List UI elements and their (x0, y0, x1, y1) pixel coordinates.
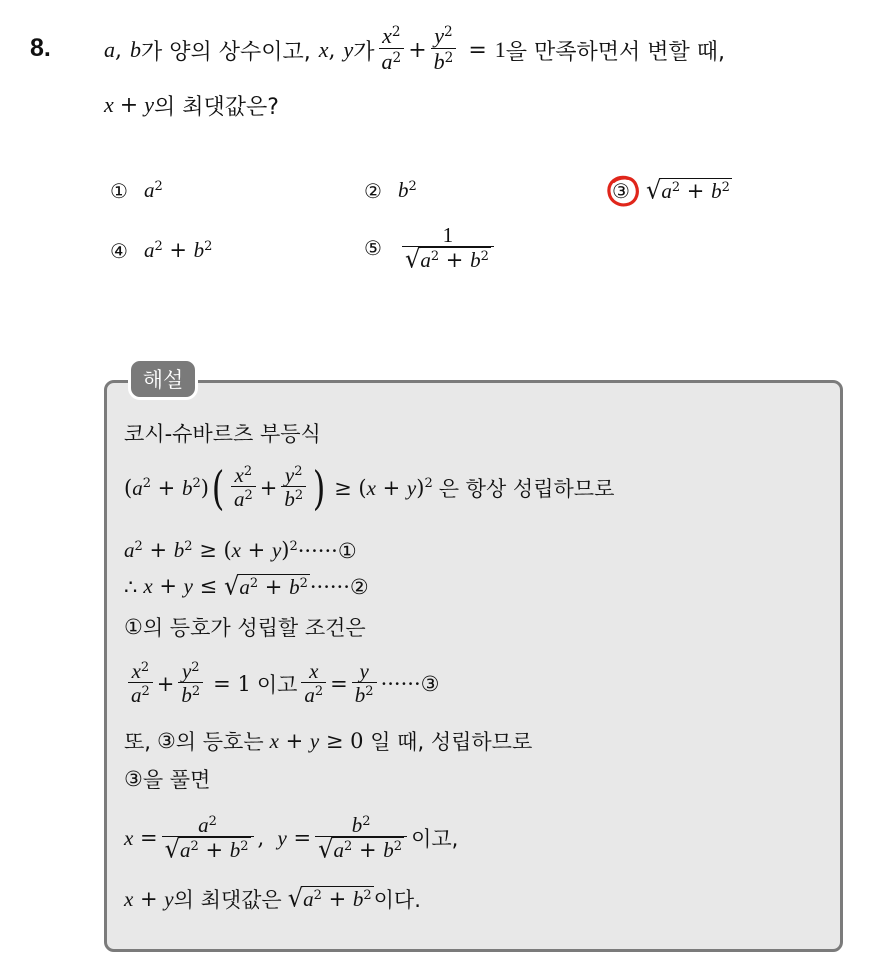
question-text-2: 가 (353, 39, 375, 65)
solution-line-6: 또, ③ 의 등호는 x + y ≥ 0 일 때, 성립하므로 (124, 726, 532, 756)
choice-4[interactable] (110, 238, 212, 263)
solution-line-3: ∴ x + y ≤ √ $a^2 + b^2$ ······ ② (124, 571, 369, 601)
dots: ······ (309, 574, 350, 599)
comma: , (115, 37, 122, 63)
choice-5[interactable] (364, 224, 498, 272)
question-text-1: 가 양의 상수이고, (141, 39, 311, 65)
choice-number: ⑤ (364, 236, 382, 261)
choice-number: ② (364, 178, 382, 203)
solution-text: 일 때, 성립하므로 (370, 730, 533, 754)
var-x: x (104, 92, 114, 117)
solution-line-4 (124, 612, 366, 642)
solution-text: 이고 (256, 673, 298, 697)
question-text-4: 의 최댓값은? (153, 94, 279, 120)
question-line-1 (104, 18, 725, 82)
circled-one: ① (124, 615, 143, 639)
var-x: x (318, 37, 329, 62)
plus-sign: + (119, 92, 139, 118)
circled-three: ③ (124, 767, 143, 791)
plus-sign: + (408, 37, 427, 63)
solution-text: 이고, (411, 827, 459, 851)
choice-number: ④ (110, 238, 128, 263)
equals-sign: = (468, 37, 487, 63)
choice-number: ③ (612, 178, 630, 203)
solution-line-5: $\frac{x^2}{a^2}$ + $\frac{y^2}{b^2}$ = 1 이고 $\frac{x}{a^2}$ = $\frac{y}{b^2}$ ······ ③ (124, 652, 439, 716)
circled-three: ③ (420, 672, 440, 696)
var-y: y (144, 92, 154, 117)
circled-two: ② (349, 574, 369, 599)
var-a: a (104, 37, 115, 62)
number-one: 1 (494, 37, 506, 62)
solution-text: 이다. (373, 888, 421, 912)
solution-text: 을 풀면 (142, 768, 211, 792)
circled-three: ③ (156, 729, 176, 753)
solution-tag: 해설 (128, 358, 198, 400)
solution-line-8: x = $a^2$ √ $a^2 + b^2$ , y = $b^2$ √ $a^2 + b^2$ 이고, (124, 812, 459, 864)
question-line-2 (104, 88, 279, 122)
question-text-3: 을 만족하면서 변할 때, (505, 39, 726, 65)
solution-text: 의 최댓값은 (173, 888, 282, 912)
choice-1[interactable] (110, 178, 163, 203)
var-b: b (130, 37, 141, 62)
choice-expr: $a^2$ (143, 178, 163, 202)
solution-text: 은 항상 성립하므로 (438, 477, 615, 501)
answer-circle-mark-icon (606, 174, 640, 208)
fraction-x2-a2: $\frac{x^2}{a^2}$ (379, 24, 405, 75)
therefore-sign: ∴ (124, 574, 138, 599)
solution-line-7 (124, 764, 210, 794)
solution-line-2: $a^2 + b^2 \ge (x + y)^2$ ······ ① (124, 538, 357, 563)
dots: ······ (297, 538, 338, 563)
solution-text: 의 등호가 성립할 조건은 (142, 616, 366, 640)
choice-expr: $a^2 + b^2$ (143, 238, 213, 262)
choice-number: ① (110, 178, 128, 203)
solution-line-9: x + y 의 최댓값은 √ $a^2 + b^2$ 이다. (124, 883, 421, 914)
comma: , (328, 37, 336, 63)
solution-text: 또, (124, 730, 151, 754)
solution-title: 코시-슈바르츠 부등식 (124, 422, 321, 446)
choice-2[interactable] (364, 178, 417, 203)
solution-text: 의 등호는 (175, 730, 264, 754)
fraction-y2-b2: $\frac{y^2}{b^2}$ (431, 24, 457, 75)
dots: ······ (380, 672, 421, 696)
question-number: 8. (30, 34, 51, 62)
circled-one: ① (337, 538, 357, 563)
var-y: y (343, 37, 354, 62)
choice-expr: 1 √ $a^2 + b^2$ (402, 224, 494, 272)
choice-expr: √ $a^2 + b^2$ (645, 175, 730, 205)
solution-line-inequality: $(a^2 + b^2)$ ( $\frac{x^2}{a^2}$ + $\frac{y^2}{b^2}$ ) ≥ $(x + y)^2$ 은 항상 성립하므로 (124, 460, 615, 515)
choice-expr: $b^2$ (397, 178, 417, 202)
